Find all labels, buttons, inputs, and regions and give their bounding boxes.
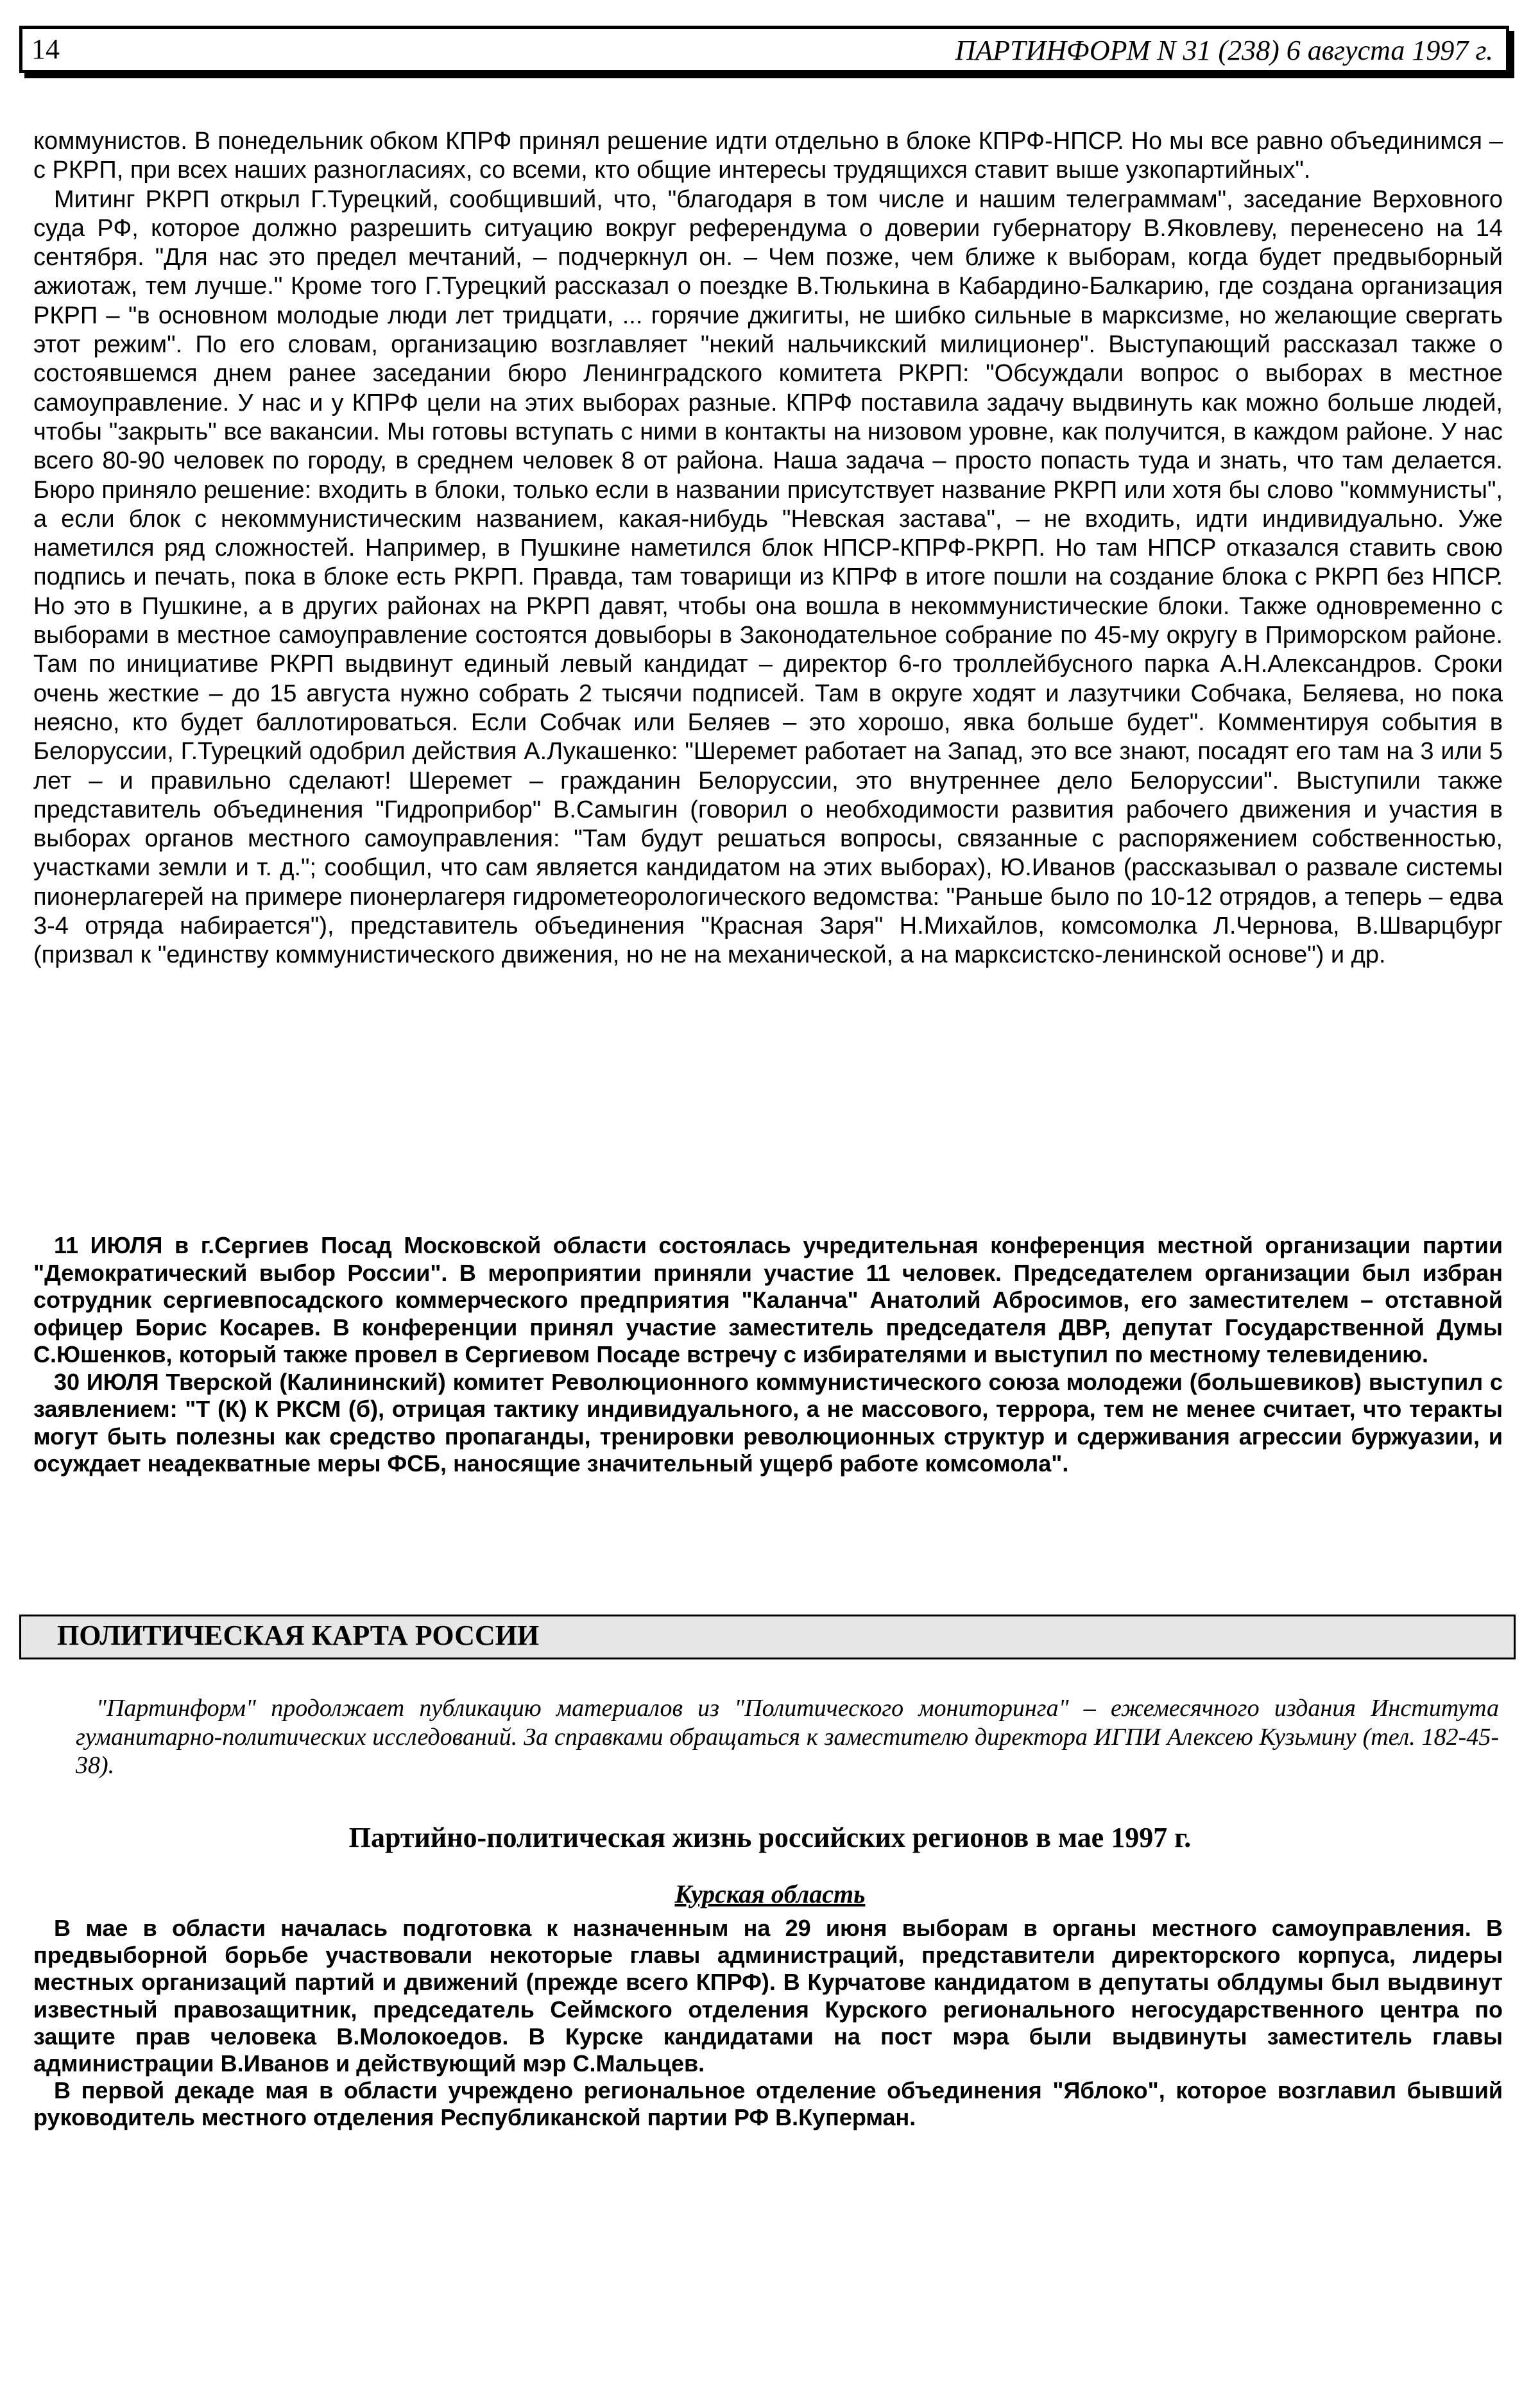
- news-item-sergiev-posad: 11 ИЮЛЯ в г.Сергиев Посад Московской области состоялась учредительная конференция местной организации партии "Демократический выбор России". В мероприятии приняли участие 11 человек. Председателем организации был избран сотрудник сергиевпосадского коммерческого предприятия "Каланча" Анатолий Абросимов, его заместителем – отставной офицер Борис Косарев. В конференции принял участие заместитель председателя ДВР, депутат Государственной Думы С.Юшенков, который также провел в Сергиевом Посаде встречу с избирателями и выступил по местному телевидению.: [33, 1232, 1503, 1367]
- region-paragraph-1: В мае в области началась подготовка к назначенным на 29 июня выборам в органы местного самоуправления. В предвыборной борьбе участвовали некоторые главы администраций, представители директорского корпуса, лидеры местных организаций партий и движений (прежде всего КПРФ). В Курчатове кандидатом в депутаты облдумы был выдвинут известный правозащитник, председатель Сеймского отделения Курского регионального негосударственного центра по защите прав человека В.Молокоедов. В Курске кандидатами на пост мэра были выдвинуты заместитель главы администрации В.Иванов и действующий мэр С.Мальцев.: [33, 1915, 1503, 2077]
- section-intro-text: "Партинформ" продолжает публикацию материалов из "Политического мониторинга" – ежемесячного издания Института гуманитарно-политических исследований. За справками обращаться к заместителю директора ИГПИ Алексею Кузьмину (тел. 182-45-38).: [76, 1695, 1499, 1779]
- section-intro: [76, 1694, 1499, 1780]
- region-paragraph-2: В первой декаде мая в области учреждено региональное отделение объединения "Яблоко", которое возглавил бывший руководитель местного отделения Республиканской партии РФ В.Куперман.: [33, 2077, 1503, 2131]
- publication-title: ПАРТИНФОРМ N 31 (238) 6 августа 1997 г.: [955, 35, 1493, 66]
- page-header: [19, 26, 1509, 73]
- region-body: [33, 1915, 1503, 2132]
- article-subtitle: Партийно-политическая жизнь российских регионов в мае 1997 г.: [348, 1822, 1192, 1853]
- page-number: 14: [31, 33, 60, 65]
- region-heading: Курская область: [674, 1880, 866, 1908]
- section-title: ПОЛИТИЧЕСКАЯ КАРТА РОССИИ: [57, 1620, 540, 1651]
- news-item-tver-rksm: 30 ИЮЛЯ Тверской (Калининский) комитет Революционного коммунистического союза молодежи (большевиков) выступил с заявлением: "Т (К) К РКСМ (б), отрицая тактику индивидуального, а не массового, террора, тем не менее считает, что теракты могут быть полезны как средство пропаганды, тренировки революционных структур и сдерживания агрессии буржуазии, и осуждает неадекватные меры ФСБ, наносящие значительный ущерб работе комсомола".: [33, 1368, 1503, 1477]
- article-body: [33, 127, 1503, 970]
- section-header: [19, 1615, 1516, 1659]
- news-block: [33, 1232, 1503, 1478]
- article-continuation: коммунистов. В понедельник обком КПРФ принял решение идти отдельно в блоке КПРФ-НПСР. Но мы все равно объединимся – с РКРП, при всех наших разногласиях, со всеми, кто общие интересы трудящихся ставит выше узкопартийных".: [33, 128, 1503, 184]
- article-main-paragraph: Митинг РКРП открыл Г.Турецкий, сообщивший, что, "благодаря в том числе и нашим телеграммам", заседание Верховного суда РФ, которое должно разрешить ситуацию вокруг референдума о доверии губернатору В.Яковлеву, перенесено на 14 сентября. "Для нас это предел мечтаний, – подчеркнул он. – Чем позже, чем ближе к выборам, когда будет предвыборный ажиотаж, тем лучше." Кроме того Г.Турецкий рассказал о поездке В.Тюлькина в Кабардино-Балкарию, где создана организация РКРП – "в основном молодые люди лет тридцати, ... горячие джигиты, не шибко сильные в марксизме, но желающие свергать этот режим". По его словам, организацию возглавляет "некий нальчикский милиционер". Выступающий рассказал также о состоявшемся днем ранее заседании бюро Ленинградского комитета РКРП: "Обсуждали вопрос о выборах в местное самоуправление. У нас и у КПРФ цели на этих выборах разные. КПРФ поставила задачу выдвинуть как можно больше людей, чтобы "закрыть" все вакансии. Мы готовы вступать с ними в контакты на низовом уровне, как получится, в каждом районе. У нас всего 80-90 человек по городу, в среднем человек 8 от района. Наша задача – просто попасть туда и знать, что там делается. Бюро приняло решение: входить в блоки, только если в названии присутствует название РКРП или хотя бы слово "коммунисты", а если блок с некоммунистическим названием, какая-нибудь "Невская застава", – не входить, идти индивидуально. Уже наметился ряд сложностей. Например, в Пушкине наметился блок НПСР-КПРФ-РКРП. Но там НПСР отказался ставить свою подпись и печать, пока в блоке есть РКРП. Правда, там товарищи из КПРФ в итоге пошли на создание блока с РКРП без НПСР. Но это в Пушкине, а в других районах на РКРП давят, чтобы она вошла в некоммунистические блоки. Также одновременно с выборами в местное самоуправление состоятся довыборы в Законодательное собрание по 45-му округу в Приморском районе. Там по инициативе РКРП выдвинут единый левый кандидат – директор 6-го троллейбусного парка А.Н.Александров. Сроки очень жесткие – до 15 августа нужно собрать 2 тысячи подписей. Там в округе ходят и лазутчики Собчака, Беляева, но пока неясно, кто будет баллотироваться. Если Собчак или Беляев – это хорошо, явка больше будет". Комментируя события в Белоруссии, Г.Турецкий одобрил действия А.Лукашенко: "Шеремет работает на Запад, это все знают, посадят его там на 3 или 5 лет – и правильно сделают! Шеремет – гражданин Белоруссии, это внутреннее дело Белоруссии". Выступили также представитель объединения "Гидроприбор" В.Самыгин (говорил о необходимости развития рабочего движения и участия в выборах органов местного самоуправления: "Там будут решаться вопросы, связанные с распоряжением собственностью, участками земли и т. д."; сообщил, что сам является кандидатом на этих выборах), Ю.Иванов (рассказывал о развале системы пионерлагерей на примере пионерлагеря гидрометеорологического ведомства: "Раньше было по 10-12 отрядов, а теперь – едва 3-4 отряда набирается"), представитель объединения "Красная Заря" Н.Михайлов, комсомолка Л.Чернова, В.Шварцбург (призвал к "единству коммунистического движения, но не на механической, а на марксистско-ленинской основе") и др.: [33, 185, 1503, 969]
